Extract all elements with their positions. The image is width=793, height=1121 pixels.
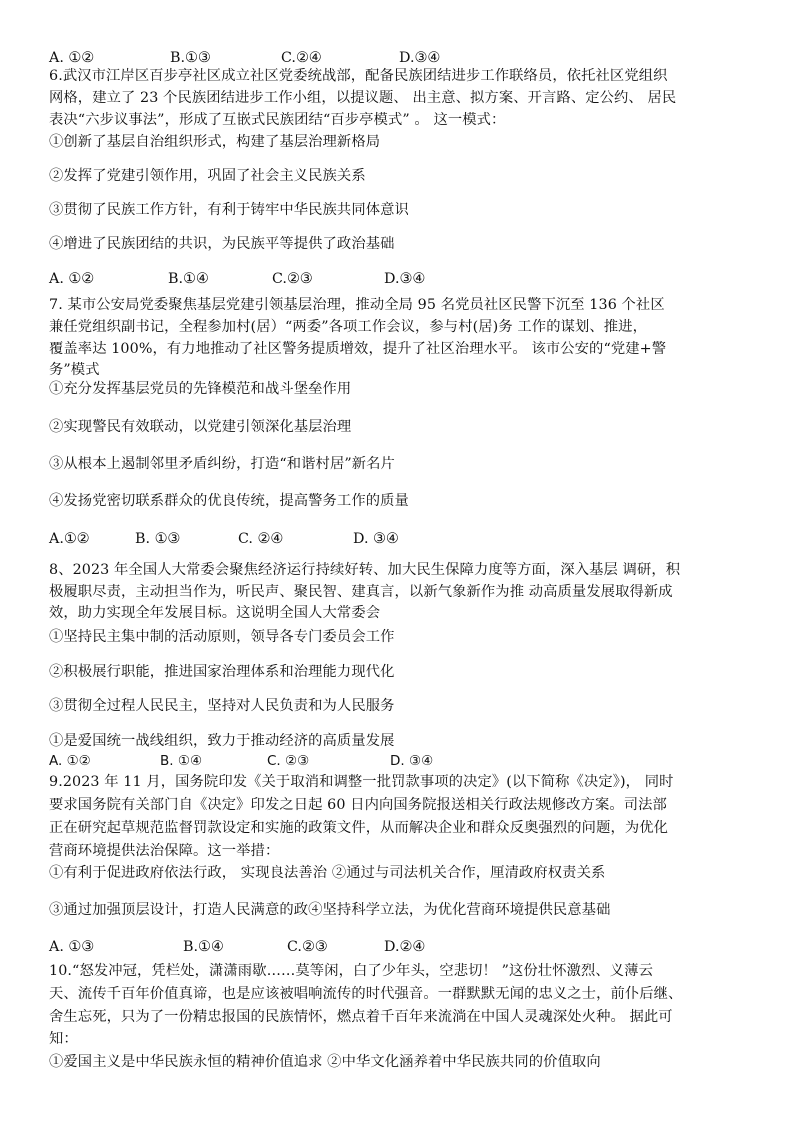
q7-stem-line: 务”模式 bbox=[49, 362, 100, 378]
option-d: D.②④ bbox=[384, 939, 426, 955]
q6-statement-2: ②发挥了党建引领作用，巩固了社会主义民族关系 bbox=[49, 168, 366, 184]
q8-stem-line: 极履职尽责，主动担当作为，听民声、聚民智、建真言，以新气象新作为推 动高质量发展取得新成 bbox=[49, 584, 673, 600]
option-a: A. ①② bbox=[49, 753, 91, 769]
option-d: D. ③④ bbox=[390, 753, 434, 769]
q8-stem-line: 效，助力实现全年发展目标。这说明全国人大常委会 bbox=[49, 605, 381, 621]
q6-statement-4: ④增进了民族团结的共识，为民族平等提供了政治基础 bbox=[49, 236, 395, 252]
q10-stem-line: 舍生忘死，只为了一份精忠报国的民族情怀，燃点着千百年来流淌在中国人灵魂深处火种。 据此可 bbox=[49, 1009, 673, 1025]
q6-stem-line: 网格，建立了 23 个民族团结进步工作小组，以提议题、 出主意、拟方案、开言路、定公约、 居民 bbox=[49, 90, 677, 106]
q8-statement-4: ①是爱国统一战线组织，致力于推动经济的高质量发展 bbox=[49, 733, 395, 749]
q7-options bbox=[49, 530, 749, 548]
q6-statement-1: ①创新了基层自治组织形式，构建了基层治理新格局 bbox=[49, 134, 381, 150]
q9-stem-line: 正在研究起草规范监督罚款设定和实施的政策文件，从而解决企业和群众反奥强烈的问题，为优化 bbox=[49, 820, 669, 836]
q9-statement-1-2: ①有利于促进政府依法行政， 实现良法善治 ②通过与司法机关合作，厘清政府权责关系 bbox=[49, 865, 606, 881]
option-a: A. ①③ bbox=[49, 939, 95, 955]
q6-stem-line: 6.武汉市江岸区百步亭社区成立社区党委统战部，配备民族团结进步工作联络员，依托社区党组织 bbox=[49, 68, 668, 84]
option-a: A.①② bbox=[49, 531, 90, 547]
q6-options bbox=[49, 270, 749, 288]
option-c: C.②③ bbox=[287, 939, 328, 955]
q6-statement-3: ③贯彻了民族工作方针，有利于铸牢中华民族共同体意识 bbox=[49, 202, 409, 218]
q7-stem-line: 覆盖率达 100%，有力地推动了社区警务提质增效，提升了社区治理水平。 该市公安的“党建+警 bbox=[49, 341, 667, 357]
option-c: C.②④ bbox=[281, 50, 322, 66]
option-d: D. ③④ bbox=[353, 531, 399, 547]
q7-statement-1: ①充分发挥基层党员的先锋模范和战斗堡垒作用 bbox=[49, 381, 352, 397]
option-b: B. ①③ bbox=[135, 531, 181, 547]
option-d: D.③④ bbox=[384, 271, 426, 287]
q9-statement-3-4: ③通过加强顶层设计，打造人民满意的政④坚持科学立法，为优化营商环境提供民意基础 bbox=[49, 902, 611, 918]
option-b: B.①③ bbox=[170, 50, 211, 66]
q9-stem-line: 9.2023 年 11 月，国务院印发《关于取消和调整一批罚款事项的决定》(以下简称《决定》)， 同时 bbox=[49, 774, 674, 790]
q7-stem-line: 兼任党组织副书记，全程参加村(居）“两委”各项工作会议，参与村(居)务 工作的谋划、推进， bbox=[49, 319, 647, 335]
q7-statement-2: ②实现警民有效联动，以党建引领深化基层治理 bbox=[49, 419, 352, 435]
q8-statement-3: ③贯彻全过程人民民主，坚持对人民负责和为人民服务 bbox=[49, 698, 395, 714]
q5-options bbox=[49, 49, 749, 67]
option-c: C.②③ bbox=[272, 271, 313, 287]
q10-stem-line: 知： bbox=[49, 1031, 78, 1047]
q7-statement-3: ③从根本上遏制邻里矛盾纠纷，打造“和谐村居”新名片 bbox=[49, 456, 395, 472]
q10-stem-line: 天、流传千百年价值真谛，也是应该被唱响流传的时代强音。一群默默无闻的忠义之士，前仆后继、 bbox=[49, 986, 683, 1002]
option-a: A. ①② bbox=[49, 271, 95, 287]
q8-statement-1: ①坚持民主集中制的活动原则，领导各专门委员会工作 bbox=[49, 629, 395, 645]
option-a: A. ①② bbox=[49, 50, 95, 66]
option-b: B.①④ bbox=[168, 271, 209, 287]
option-c: C. ②③ bbox=[267, 753, 310, 769]
option-b: B.①④ bbox=[183, 939, 224, 955]
q8-statement-2: ②积极展行职能，推进国家治理体系和治理能力现代化 bbox=[49, 664, 395, 680]
q8-stem-line: 8、2023 年全国人大常委会聚焦经济运行持续好转、加大民生保障力度等方面，深入基层 调研，积 bbox=[49, 562, 681, 578]
q7-statement-4: ④发扬党密切联系群众的优良传统，提高警务工作的质量 bbox=[49, 493, 409, 509]
q7-stem-line: 7. 某市公安局党委聚焦基层党建引领基层治理，推动全局 95 名党员社区民警下沉至 136 个社区 bbox=[49, 297, 665, 313]
q9-stem-line: 营商环境提供法治保障。这一举措： bbox=[49, 843, 280, 859]
option-c: C. ②④ bbox=[238, 531, 284, 547]
q9-stem-line: 要求国务院有关部门自《决定》印发之日起 60 日内向国务院报送相关行政法规修改方案。司法部 bbox=[49, 797, 667, 813]
q8-options bbox=[49, 752, 749, 770]
option-d: D.③④ bbox=[399, 50, 441, 66]
q10-stem-line: 10.“怒发冲冠，凭栏处，潇潇雨歇……莫等闲，白了少年头，空悲切！ ”这份壮怀激烈、义薄云 bbox=[49, 963, 653, 979]
option-b: B. ①④ bbox=[160, 753, 203, 769]
q10-statement-1-2: ①爱国主义是中华民族永恒的精神价值追求 ②中华文化涵养着中华民族共同的价值取向 bbox=[49, 1054, 601, 1070]
q9-options bbox=[49, 938, 749, 956]
q6-stem-line: 表决“六步议事法”，形成了互嵌式民族团结“百步亭模式” 。 这一模式： bbox=[49, 112, 506, 128]
